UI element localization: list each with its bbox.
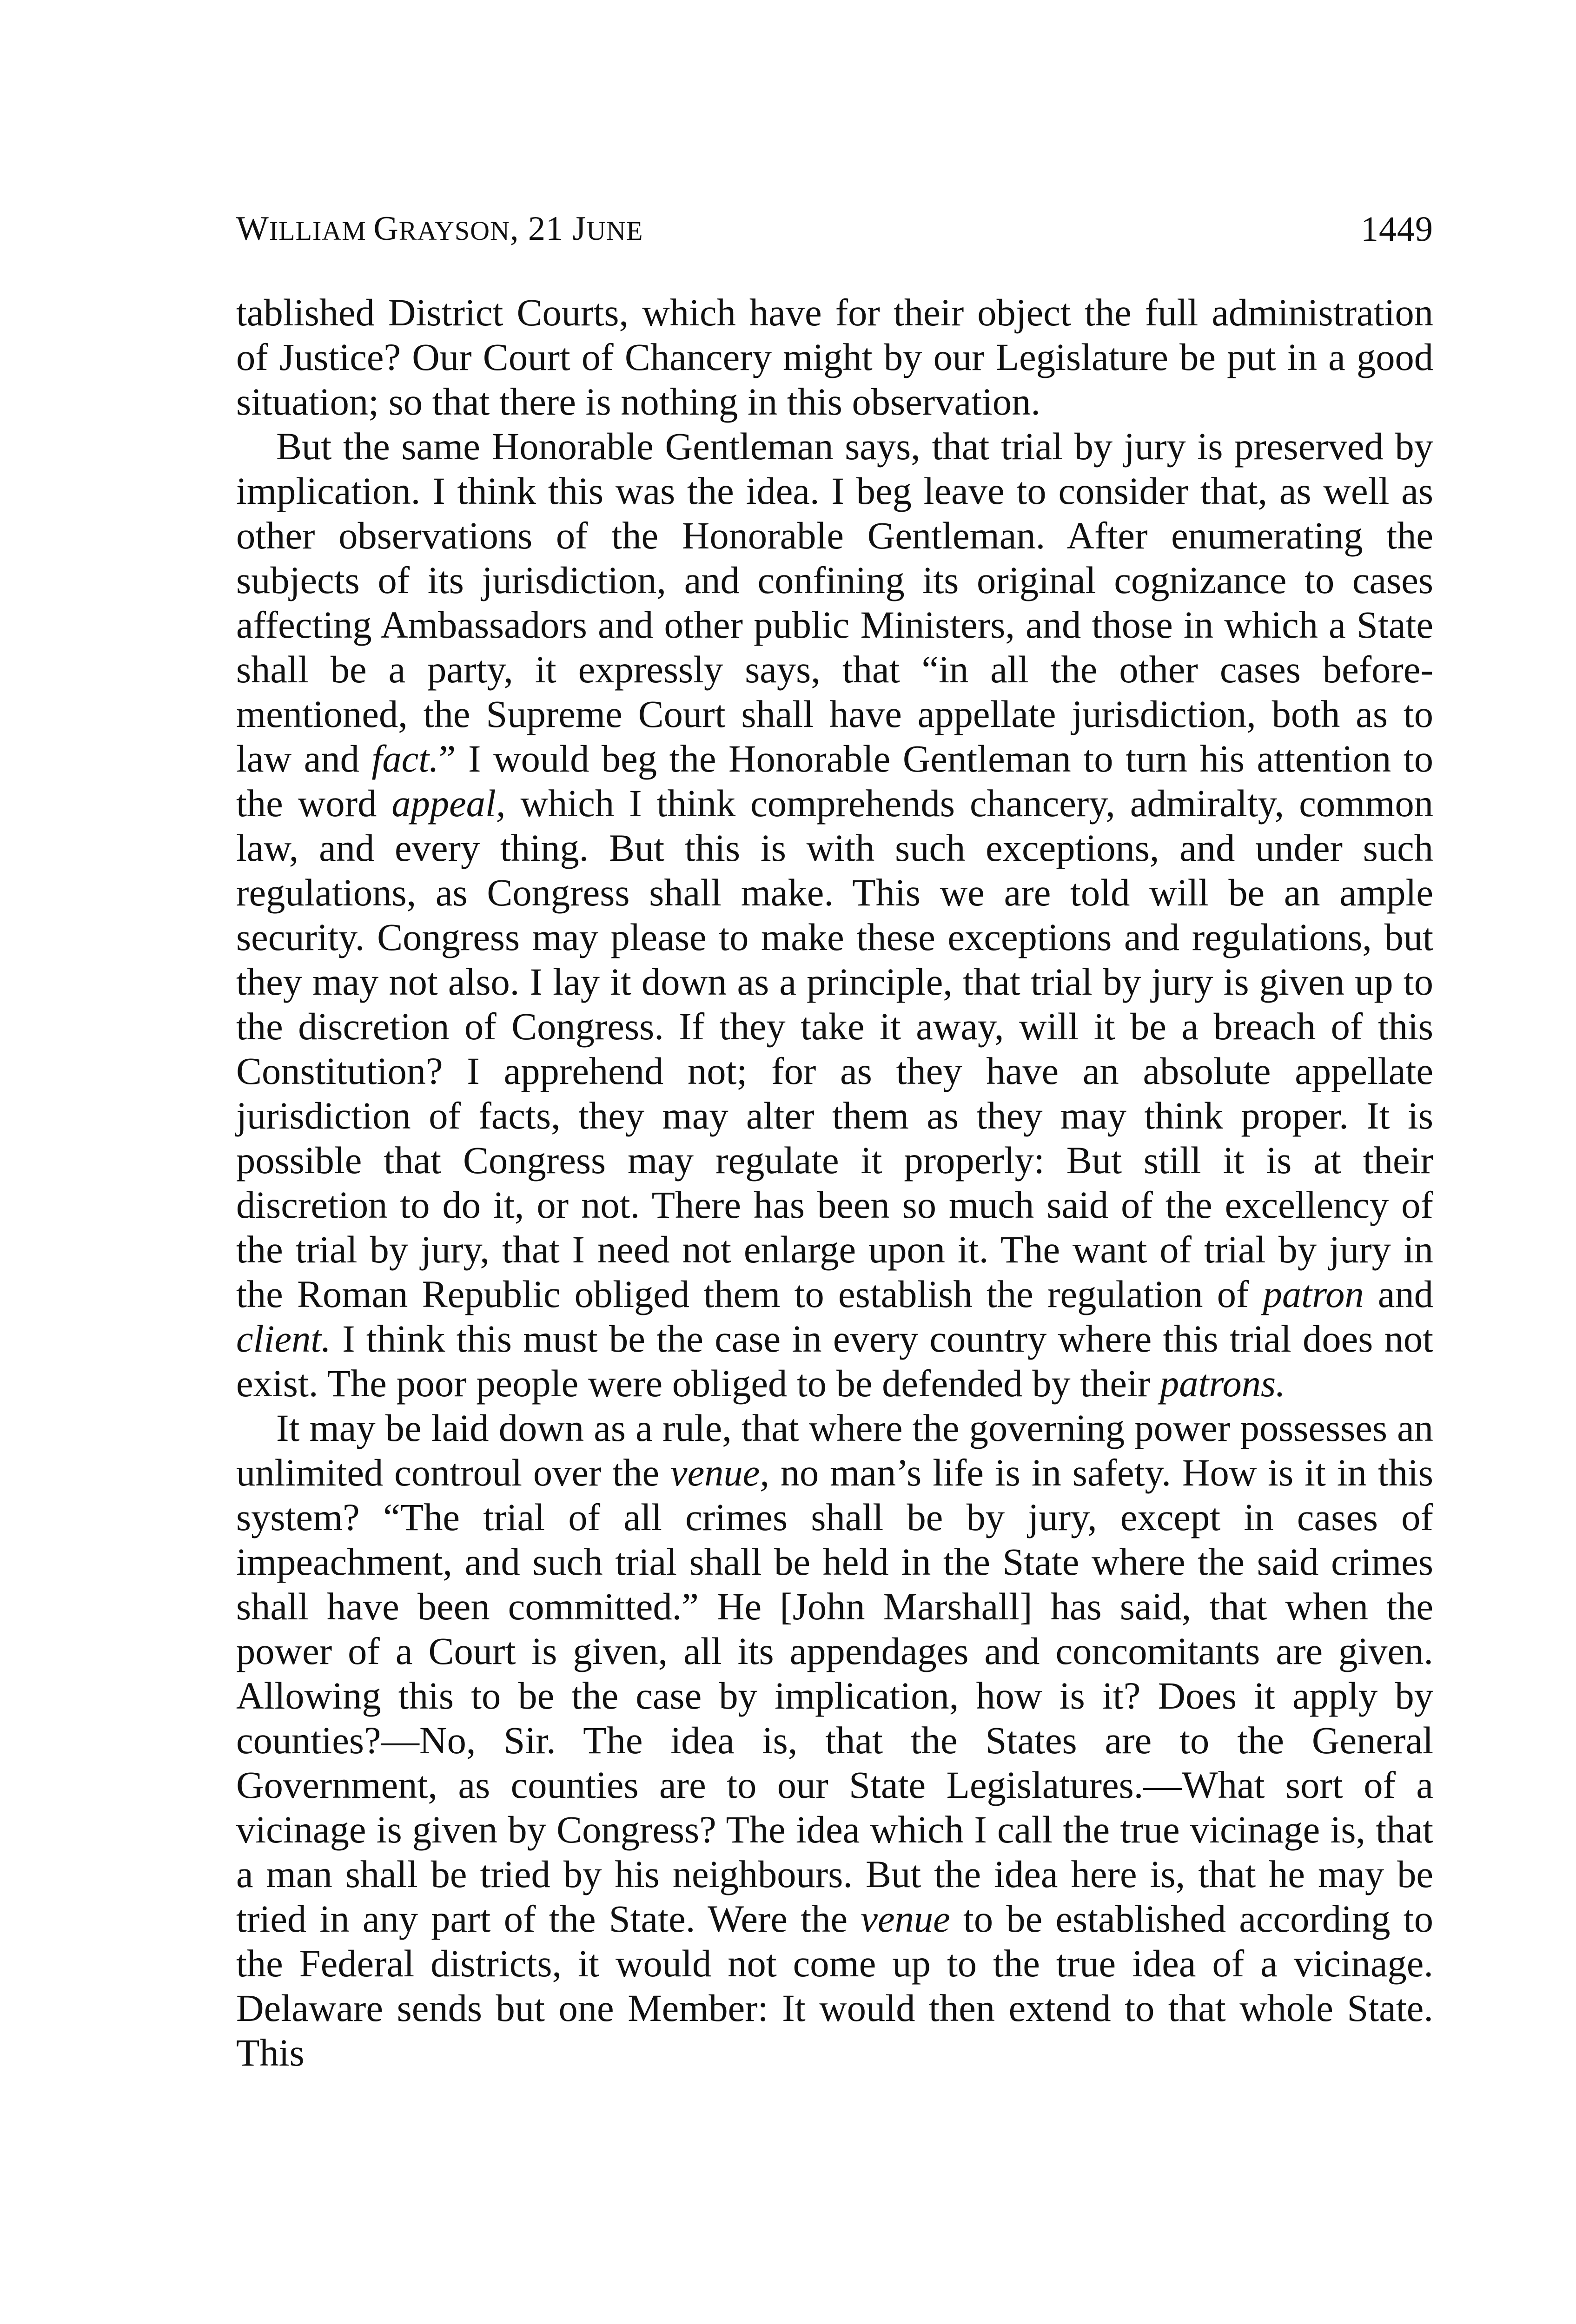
page-number: 1449: [1361, 210, 1433, 249]
italic-text: appeal,: [391, 782, 506, 825]
body-text: [236, 290, 1433, 2075]
italic-text: client.: [236, 1317, 331, 1360]
italic-text: patrons.: [1160, 1362, 1285, 1405]
page: [236, 200, 1433, 2075]
italic-text: venue,: [670, 1451, 769, 1494]
paragraph: tablished District Courts, which have for their object the full administration of Justice? Our Court of Chancery might by our Legislature be put in a good situation; so that there is nothing in this observation.: [236, 291, 1433, 423]
running-title: WILLIAM GRAYSON, 21 JUNE: [236, 210, 643, 248]
paragraph: It may be laid down as a rule, that where the governing power possesses an unlimited controul over the venue, no man’s life is in safety. How is it in this system? “The trial of all crimes shall be by jury, except in cases of impeachment, and such trial shall be held in the State where the said crimes shall have been committed.” He [John Marshall] has said, that when the power of a Court is given, all its appendages and concomitants are given. Allowing this to be the case by implication, how is it? Does it apply by counties?—No, Sir. The idea is, that the States are to the General Government, as counties are to our State Legislatures.—What sort of a vicinage is given by Congress? The idea which I call the true vicinage is, that a man shall be tried by his neighbours. But the idea here is, that he may be tried in any part of the State. Were the venue to be established according to the Federal districts, it would not come up to the true idea of a vicinage. Delaware sends but one Member: It would then extend to that whole State. This: [236, 1406, 1433, 2074]
paragraph: But the same Honorable Gentleman says, that trial by jury is preserved by implication. I think this was the idea. I beg leave to consider that, as well as other observations of the Honorable Gentleman. After enumerating the subjects of its jurisdiction, and confining its original cognizance to cases affecting Ambassadors and other public Ministers, and those in which a State shall be a party, it expressly says, that “in all the other cases before-mentioned, the Supreme Court shall have appellate jurisdiction, both as to law and fact.” I would beg the Honorable Gentleman to turn his attention to the word appeal, which I think comprehends chancery, admiralty, common law, and every thing. But this is with such exceptions, and under such regulations, as Congress shall make. This we are told will be an ample security. Congress may please to make these exceptions and regulations, but they may not also. I lay it down as a principle, that trial by jury is given up to the discretion of Congress. If they take it away, will it be a breach of this Constitution? I apprehend not; for as they have an absolute appellate jurisdiction of facts, they may alter them as they may think proper. It is possible that Congress may regulate it properly: But still it is at their discretion to do it, or not. There has been so much said of the excellency of the trial by jury, that I need not enlarge upon it. The want of trial by jury in the Roman Republic obliged them to establish the regulation of patron and client. I think this must be the case in every country where this trial does not exist. The poor people were obliged to be defended by their patrons.: [236, 425, 1433, 1405]
italic-text: venue: [861, 1897, 950, 1940]
italic-text: fact.: [371, 737, 439, 780]
running-head: [236, 200, 1433, 251]
italic-text: patron: [1263, 1273, 1364, 1315]
